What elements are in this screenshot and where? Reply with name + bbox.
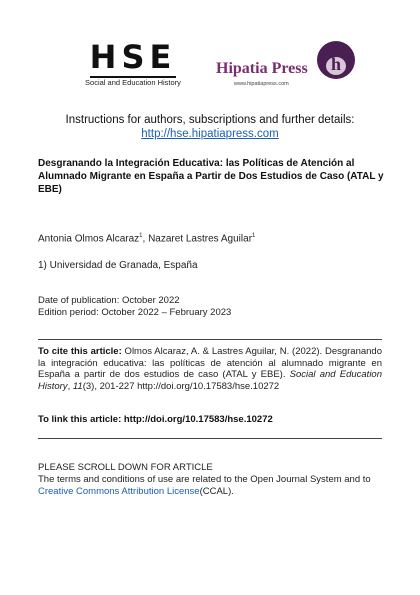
- citation-journal: Social and Education History: [38, 369, 382, 392]
- hse-logo: [83, 40, 183, 90]
- citation-doi[interactable]: http://doi.org/10.17583/hse.10272: [137, 380, 280, 392]
- citation-label: To cite this article:: [38, 346, 122, 357]
- terms-suffix: (CCAL).: [199, 485, 234, 497]
- author-affiliation-marker: 1: [252, 233, 256, 239]
- author-affiliation-marker: 1: [139, 233, 143, 239]
- citation-block: [38, 346, 382, 392]
- citation-volume: 11: [72, 380, 83, 392]
- hse-logo-subtitle: Social and Education History: [85, 78, 181, 87]
- author-list: [38, 233, 255, 244]
- instructions-block: [0, 113, 420, 141]
- instructions-text: Instructions for authors, subscriptions and further details:: [65, 114, 355, 126]
- edition-period: Edition period: October 2022 – February 2023: [38, 307, 232, 318]
- citation-body: Olmos Alcaraz, A. & Lastres Aguilar, N. (2022). Desgranando la integración educativa: las políticas de atención al alumnado migrante en España a partir de dos estudios de caso (ATAL y EBE).: [38, 346, 383, 380]
- hipatia-press-url: www.hipatiapress.com: [234, 81, 289, 87]
- hipatia-badge-icon: [316, 40, 356, 80]
- author-name: Antonia Olmos Alcaraz: [38, 233, 140, 245]
- divider-bottom: [38, 438, 382, 439]
- publication-dates: [38, 295, 231, 319]
- author-separator: ,: [142, 233, 149, 245]
- scroll-notice: PLEASE SCROLL DOWN FOR ARTICLE: [38, 462, 213, 473]
- instructions-link[interactable]: http://hse.hipatiapress.com: [141, 128, 279, 140]
- terms-text: The terms and conditions of use are related to the Open Journal System and to: [38, 474, 371, 485]
- hipatia-badge-letter: h: [330, 54, 342, 74]
- citation-issue-pages: (3), 201-227: [82, 380, 135, 392]
- author-name: Nazaret Lastres Aguilar: [148, 233, 253, 245]
- citation-separator: ,: [67, 380, 73, 392]
- hipatia-press-logo-text: Hipatia Press: [216, 60, 308, 77]
- date-of-publication: Date of publication: October 2022: [38, 295, 180, 306]
- link-url[interactable]: http://doi.org/10.17583/hse.10272: [121, 414, 273, 425]
- article-title: Desgranando la Integración Educativa: las Políticas de Atención al Alumnado Migrante en España a Partir de Dos Estudios de Caso (ATAL y EBE): [38, 158, 384, 195]
- divider-top: [38, 339, 382, 340]
- link-block: [38, 414, 273, 425]
- link-label: To link this article:: [38, 414, 122, 425]
- license-link[interactable]: Creative Commons Attribution License: [38, 485, 200, 497]
- affiliation: 1) Universidad de Granada, España: [38, 260, 198, 271]
- terms-notice: [38, 474, 388, 497]
- hse-logo-letters: HSE: [89, 38, 177, 76]
